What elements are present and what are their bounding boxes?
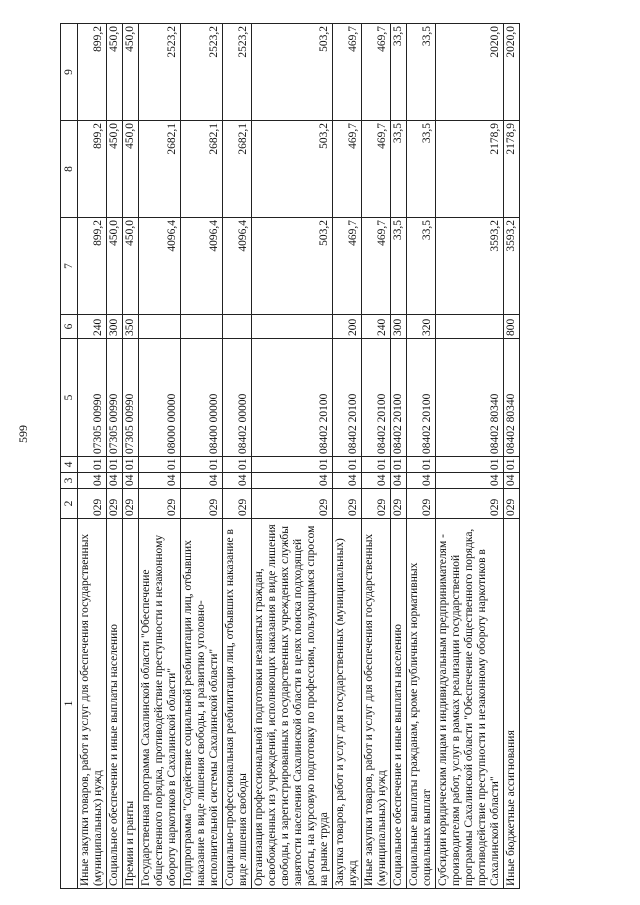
row-name: Иные закупки товаров, работ и услуг для обеспечения государственных (муниципальных) нужд [362,519,391,889]
expense-type [436,315,504,339]
section-code: 04 [504,473,520,489]
amount-col9: 503,2 [252,24,333,121]
section-code: 04 [436,473,504,489]
admin-code: 029 [223,489,252,519]
amount-col8: 2682,1 [139,121,181,218]
row-name: Премии и гранты [123,519,139,889]
amount-col9: 33,5 [407,24,436,121]
row-name: Иные закупки товаров, работ и услуг для обеспечения государственных (муниципальных) нужд [78,519,107,889]
table-row [78,24,107,889]
target-code: 08402 20100 [333,339,362,457]
amount-col9: 450,0 [107,24,123,121]
section-code: 04 [139,473,181,489]
table-row [107,24,123,889]
row-name: Социальные выплаты гражданам, кроме публичных нормативных социальных выплат [407,519,436,889]
subsection-code: 01 [391,457,407,473]
col-header: 4 [61,457,78,473]
table-row [436,24,504,889]
table-row [252,24,333,889]
table-row [223,24,252,889]
expense-type: 300 [391,315,407,339]
amount-col9: 2020,0 [504,24,520,121]
amount-col8: 503,2 [252,121,333,218]
target-code: 08402 80340 [436,339,504,457]
table-row [181,24,223,889]
section-code: 04 [333,473,362,489]
col-header: 9 [61,24,78,121]
admin-code: 029 [107,489,123,519]
expense-type: 240 [78,315,107,339]
table-row [123,24,139,889]
target-code: 08402 80340 [504,339,520,457]
target-code: 08402 20100 [407,339,436,457]
header-row [61,24,78,889]
amount-col8: 450,0 [123,121,139,218]
page-number: 599 [16,425,30,443]
subsection-code: 01 [181,457,223,473]
table-row [362,24,391,889]
target-code: 08402 20100 [362,339,391,457]
subsection-code: 01 [223,457,252,473]
subsection-code: 01 [407,457,436,473]
amount-col8: 899,2 [78,121,107,218]
admin-code: 029 [436,489,504,519]
amount-col8: 450,0 [107,121,123,218]
admin-code: 029 [181,489,223,519]
admin-code: 029 [504,489,520,519]
row-name: Субсидии юридическим лицам и индивидуальным предпринимателям - производителям работ, услуг в рамках реализации государственной программы Сахалинской области "Обеспечение общественного порядка, противодействие преступности и незаконному обороту наркотиков в Сахалинской области" [436,519,504,889]
subsection-code: 01 [504,457,520,473]
amount-col7: 469,7 [362,218,391,315]
expense-type: 200 [333,315,362,339]
budget-table [60,23,520,889]
amount-col9: 469,7 [362,24,391,121]
amount-col7: 4096,4 [139,218,181,315]
section-code: 04 [78,473,107,489]
admin-code: 029 [333,489,362,519]
admin-code: 029 [362,489,391,519]
admin-code: 029 [78,489,107,519]
expense-type [252,315,333,339]
subsection-code: 01 [436,457,504,473]
target-code: 08000 00000 [139,339,181,457]
amount-col8: 33,5 [391,121,407,218]
target-code: 07305 00990 [123,339,139,457]
amount-col8: 33,5 [407,121,436,218]
amount-col8: 469,7 [333,121,362,218]
row-name: Иные бюджетные ассигнования [504,519,520,889]
amount-col7: 3593,2 [436,218,504,315]
row-name: Социальное обеспечение и иные выплаты населению [391,519,407,889]
expense-type: 240 [362,315,391,339]
amount-col8: 2178,9 [436,121,504,218]
amount-col7: 33,5 [407,218,436,315]
target-code: 08402 20100 [252,339,333,457]
col-header: 7 [61,218,78,315]
amount-col7: 899,2 [78,218,107,315]
target-code: 08402 00000 [223,339,252,457]
section-code: 04 [391,473,407,489]
subsection-code: 01 [252,457,333,473]
subsection-code: 01 [123,457,139,473]
target-code: 07305 00990 [107,339,123,457]
expense-type: 350 [123,315,139,339]
expense-type [181,315,223,339]
admin-code: 029 [391,489,407,519]
amount-col9: 899,2 [78,24,107,121]
amount-col9: 469,7 [333,24,362,121]
target-code: 08400 00000 [181,339,223,457]
target-code: 07305 00990 [78,339,107,457]
row-name: Государственная программа Сахалинской области "Обеспечение общественного порядка, противодействие преступности и незаконному обороту наркотиков в Сахалинской области" [139,519,181,889]
section-code: 04 [407,473,436,489]
section-code: 04 [123,473,139,489]
section-code: 04 [181,473,223,489]
budget-table-rotated [60,24,588,889]
expense-type [139,315,181,339]
row-name: Социальное обеспечение и иные выплаты населению [107,519,123,889]
col-header: 1 [61,519,78,889]
col-header: 6 [61,315,78,339]
amount-col7: 450,0 [123,218,139,315]
expense-type [223,315,252,339]
section-code: 04 [362,473,391,489]
amount-col7: 33,5 [391,218,407,315]
table-row [391,24,407,889]
amount-col7: 3593,2 [504,218,520,315]
admin-code: 029 [407,489,436,519]
col-header: 8 [61,121,78,218]
table-row [333,24,362,889]
expense-type: 800 [504,315,520,339]
col-header: 3 [61,473,78,489]
amount-col9: 2523,2 [223,24,252,121]
admin-code: 029 [252,489,333,519]
table-row [407,24,436,889]
section-code: 04 [223,473,252,489]
subsection-code: 01 [362,457,391,473]
amount-col8: 2178,9 [504,121,520,218]
section-code: 04 [252,473,333,489]
col-header: 5 [61,339,78,457]
amount-col9: 33,5 [391,24,407,121]
row-name: Организация профессиональной подготовки незанятых граждан, освобожденных из учреждений, исполняющих наказания в виде лишения свободы, и зарегистрированных в государственных учреждениях службы занятости населения Сахалинской области в целях поиска подходящей работы, на курсовую подготовку по профессиям, пользующимся спросом на рынке труда [252,519,333,889]
amount-col7: 4096,4 [223,218,252,315]
amount-col7: 469,7 [333,218,362,315]
subsection-code: 01 [139,457,181,473]
amount-col7: 450,0 [107,218,123,315]
expense-type: 300 [107,315,123,339]
amount-col8: 2682,1 [223,121,252,218]
row-name: Закупка товаров, работ и услуг для государственных (муниципальных) нужд [333,519,362,889]
subsection-code: 01 [107,457,123,473]
col-header: 2 [61,489,78,519]
expense-type: 320 [407,315,436,339]
table-row [504,24,520,889]
subsection-code: 01 [333,457,362,473]
amount-col7: 503,2 [252,218,333,315]
amount-col9: 2523,2 [181,24,223,121]
admin-code: 029 [139,489,181,519]
target-code: 08402 20100 [391,339,407,457]
amount-col7: 4096,4 [181,218,223,315]
row-name: Подпрограмма "Содействие социальной реабилитации лиц, отбывших наказание в виде лишения свободы, и развитию уголовно-исполнительной системы Сахалинской области" [181,519,223,889]
amount-col8: 469,7 [362,121,391,218]
row-name: Социально-профессиональная реабилитация лиц, отбывших наказание в виде лишения свободы [223,519,252,889]
admin-code: 029 [123,489,139,519]
table-row [139,24,181,889]
amount-col9: 2523,2 [139,24,181,121]
subsection-code: 01 [78,457,107,473]
amount-col9: 2020,0 [436,24,504,121]
section-code: 04 [107,473,123,489]
amount-col9: 450,0 [123,24,139,121]
amount-col8: 2682,1 [181,121,223,218]
